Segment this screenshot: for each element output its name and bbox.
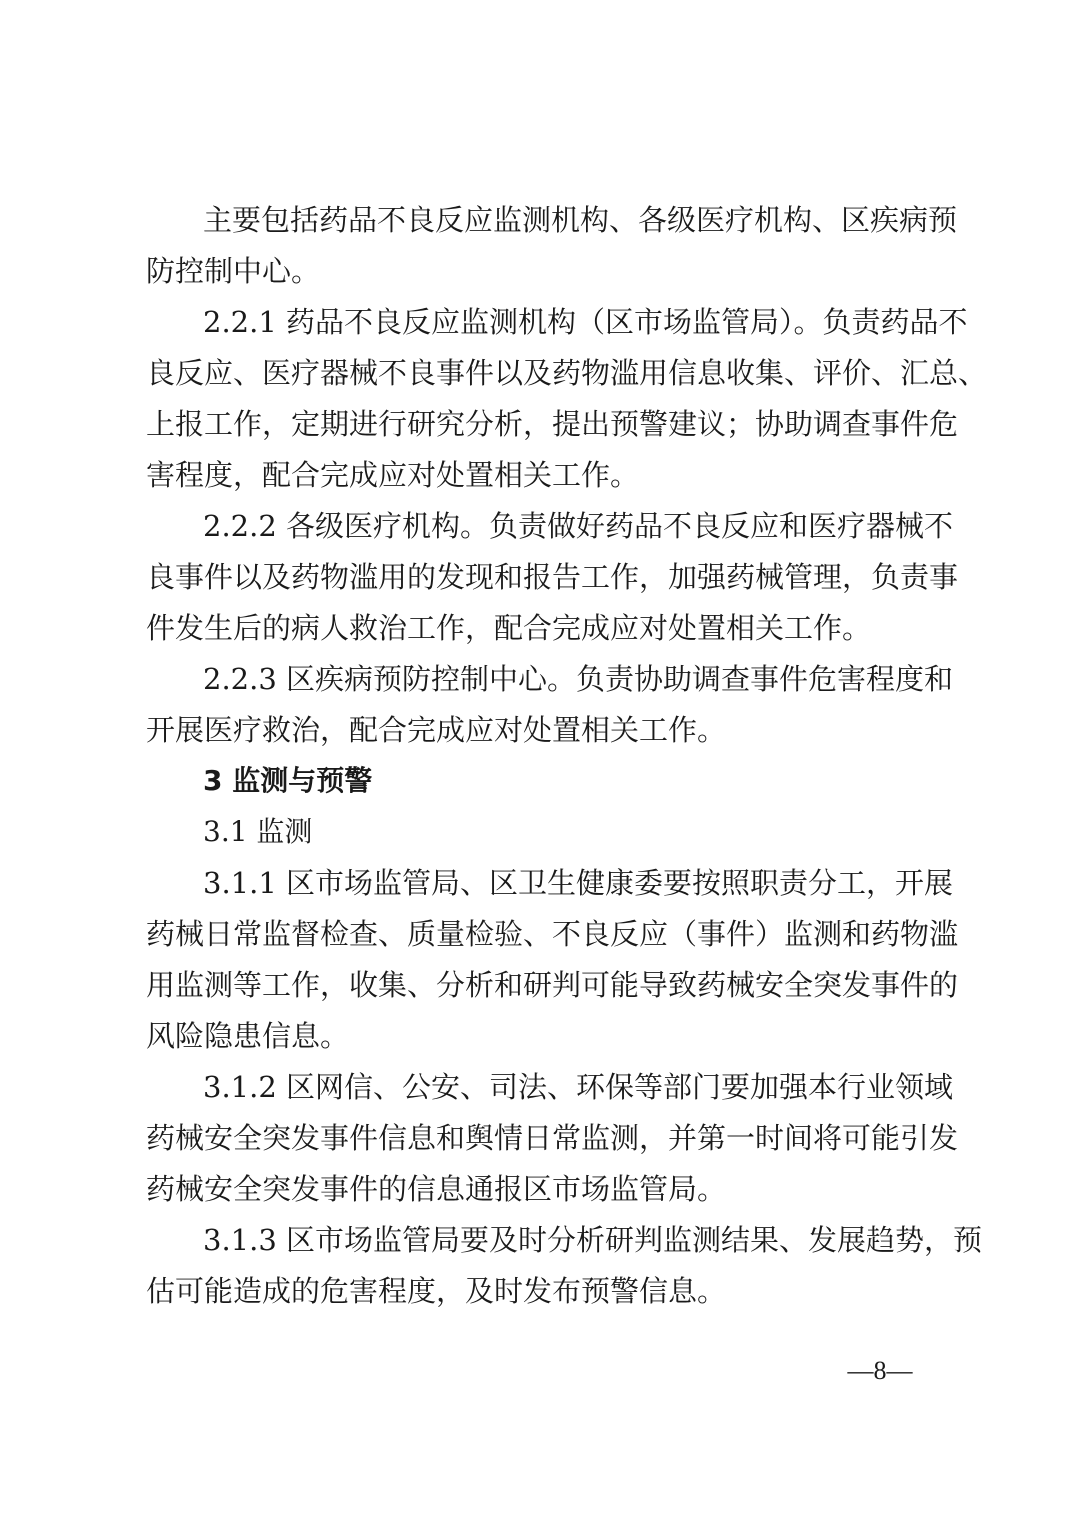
paragraph-line: 开展医疗救治，配合完成应对处置相关工作。 xyxy=(146,713,727,747)
paragraph-line: 3.1.2 区网信、公安、司法、环保等部门要加强本行业领域 xyxy=(203,1070,954,1104)
subsection-heading: 3.1 监测 xyxy=(203,815,313,848)
paragraph-line: 风险隐患信息。 xyxy=(146,1019,350,1053)
paragraph-line: 上报工作，定期进行研究分析，提出预警建议；协助调查事件危 xyxy=(146,407,959,441)
paragraph-line: 2.2.3 区疾病预防控制中心。负责协助调查事件危害程度和 xyxy=(203,662,954,696)
paragraph-line: 药械安全突发事件信息和舆情日常监测，并第一时间将可能引发 xyxy=(146,1121,959,1155)
section-heading: 3 监测与预警 xyxy=(203,764,373,797)
paragraph-line: 2.2.1 药品不良反应监测机构（区市场监管局）。负责药品不 xyxy=(203,305,968,339)
paragraph-line: 主要包括药品不良反应监测机构、各级医疗机构、区疾病预 xyxy=(203,203,958,237)
paragraph-line: 件发生后的病人救治工作，配合完成应对处置相关工作。 xyxy=(146,611,872,645)
paragraph-line: 良事件以及药物滥用的发现和报告工作，加强药械管理，负责事 xyxy=(146,560,959,594)
paragraph-line: 防控制中心。 xyxy=(146,254,321,288)
paragraph-line: 3.1.1 区市场监管局、区卫生健康委要按照职责分工，开展 xyxy=(203,866,954,900)
paragraph-line: 3.1.3 区市场监管局要及时分析研判监测结果、发展趋势，预 xyxy=(203,1223,983,1257)
paragraph-line: 药械日常监督检查、质量检验、不良反应（事件）监测和药物滥 xyxy=(146,917,959,951)
page-number: —8— xyxy=(847,1356,913,1385)
paragraph-line: 害程度，配合完成应对处置相关工作。 xyxy=(146,458,640,492)
paragraph-line: 药械安全突发事件的信息通报区市场监管局。 xyxy=(146,1172,727,1206)
paragraph-line: 估可能造成的危害程度，及时发布预警信息。 xyxy=(146,1274,727,1308)
paragraph-line: 良反应、医疗器械不良事件以及药物滥用信息收集、评价、汇总、 xyxy=(146,356,988,390)
paragraph-line: 2.2.2 各级医疗机构。负责做好药品不良反应和医疗器械不 xyxy=(203,509,954,543)
paragraph-line: 用监测等工作，收集、分析和研判可能导致药械安全突发事件的 xyxy=(146,968,959,1002)
